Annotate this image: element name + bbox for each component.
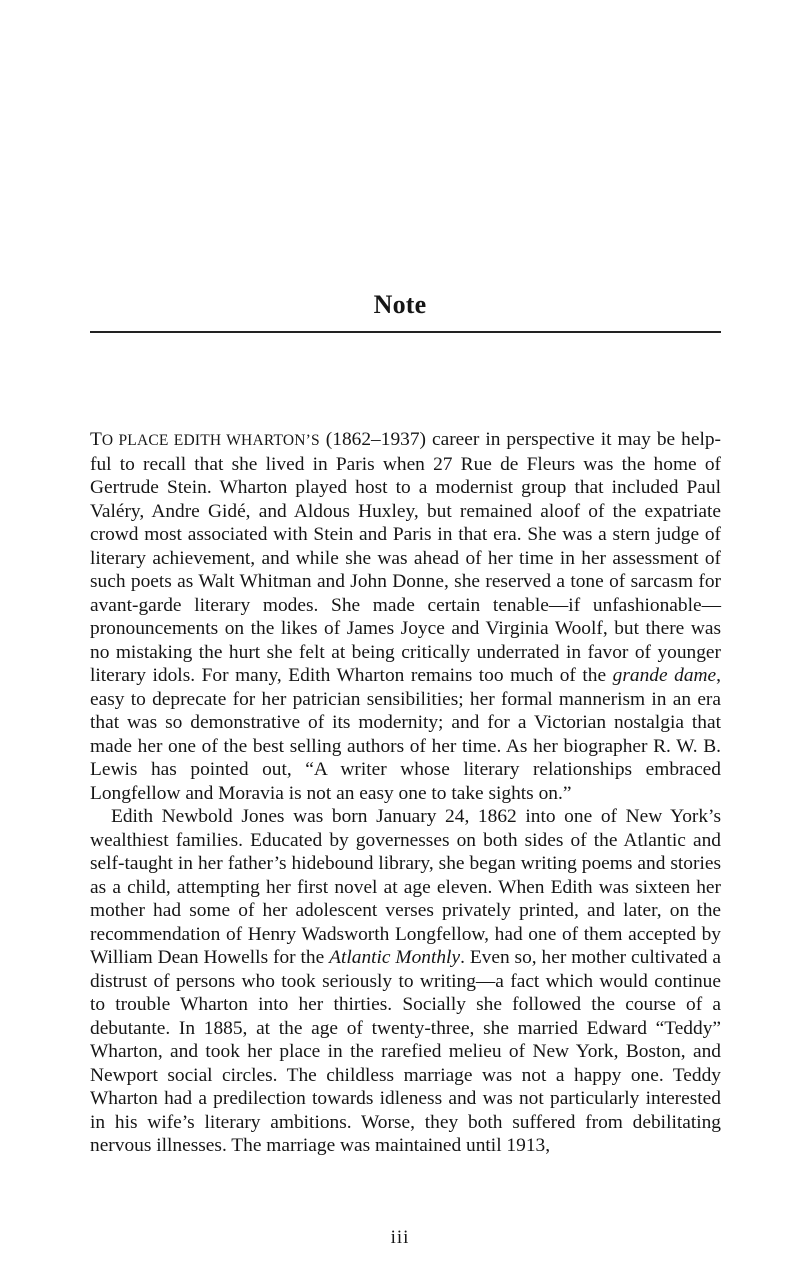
heading-rule <box>90 331 721 333</box>
paragraph-2 <box>90 805 721 1158</box>
paragraph-1-italic: grande dame <box>612 665 717 686</box>
paragraph-1-text-b: , easy to deprecate for her patrician sensibilities; her formal mannerism in an era that was so demonstrative of its modernity; and for a Victorian nostalgia that made her one of the best selling authors of her time. As her biographer R. W. B. Lewis has pointed out, “A writer whose literary relationships embraced Longfellow and Moravia is not an easy one to take sights on.” <box>90 665 721 804</box>
page-heading: Note <box>373 290 427 319</box>
page-number: iii <box>390 1227 410 1248</box>
paragraph-2-italic: Atlantic Monthly <box>329 947 461 968</box>
paragraph-2-text-a: Edith Newbold Jones was born January 24, 1862 into one of New York’s wealthiest families. Educated by governesses on both sides of the Atlantic and self-taught in her father’s hidebound library, she began writing poems and stories as a child, attempting her first novel at age eleven. When Edith was sixteen her mother had some of her adolescent verses privately printed, and later, on the recommendation of Henry Wadsworth Longfellow, had one of them accepted by William Dean Howells for the <box>90 806 721 968</box>
paragraph-1 <box>90 428 721 805</box>
body-text <box>90 428 721 1158</box>
opening-capital: T <box>90 429 102 450</box>
paragraph-2-text-b: . Even so, her mother cultivated a distrust of persons who took seriously to writing—a fact which would continue to trouble Wharton into her thirties. Socially she followed the course of a debutante. In 1885, at the age of twenty-three, she married Edward “Teddy” Wharton, and took her place in the rarefied melieu of New York, Boston, and Newport social circles. The childless marriage was not a happy one. Teddy Wharton had a predilection towards idleness and was not particularly interested in his wife’s literary ambitions. Worse, they both suffered from debilitating nervous illnesses. The marriage was maintained until 1913, <box>90 947 722 1156</box>
paragraph-1-text-a: (1862–1937) career in perspective it may be helpful to recall that she lived in Paris when 27 Rue de Fleurs was the home of Gertrude Stein. Wharton played host to a modernist group that included Paul Valéry, Andre Gidé, and Aldous Huxley, but remained aloof of the expatriate crowd most associated with Stein and Paris in that era. She was a stern judge of literary achievement, and while she was ahead of her time in her assessment of such poets as Walt Whitman and John Donne, she reserved a tone of sarcasm for avant-garde literary modes. She made certain tenable—if unfashionable—pronouncements on the likes of James Joyce and Virginia Woolf, but there was no mistaking the hurt she felt at being critically underrated in favor of younger literary idols. For many, Edith Wharton remains too much of the <box>90 429 721 686</box>
opening-small-caps: O PLACE EDITH WHARTON’S <box>101 432 320 449</box>
